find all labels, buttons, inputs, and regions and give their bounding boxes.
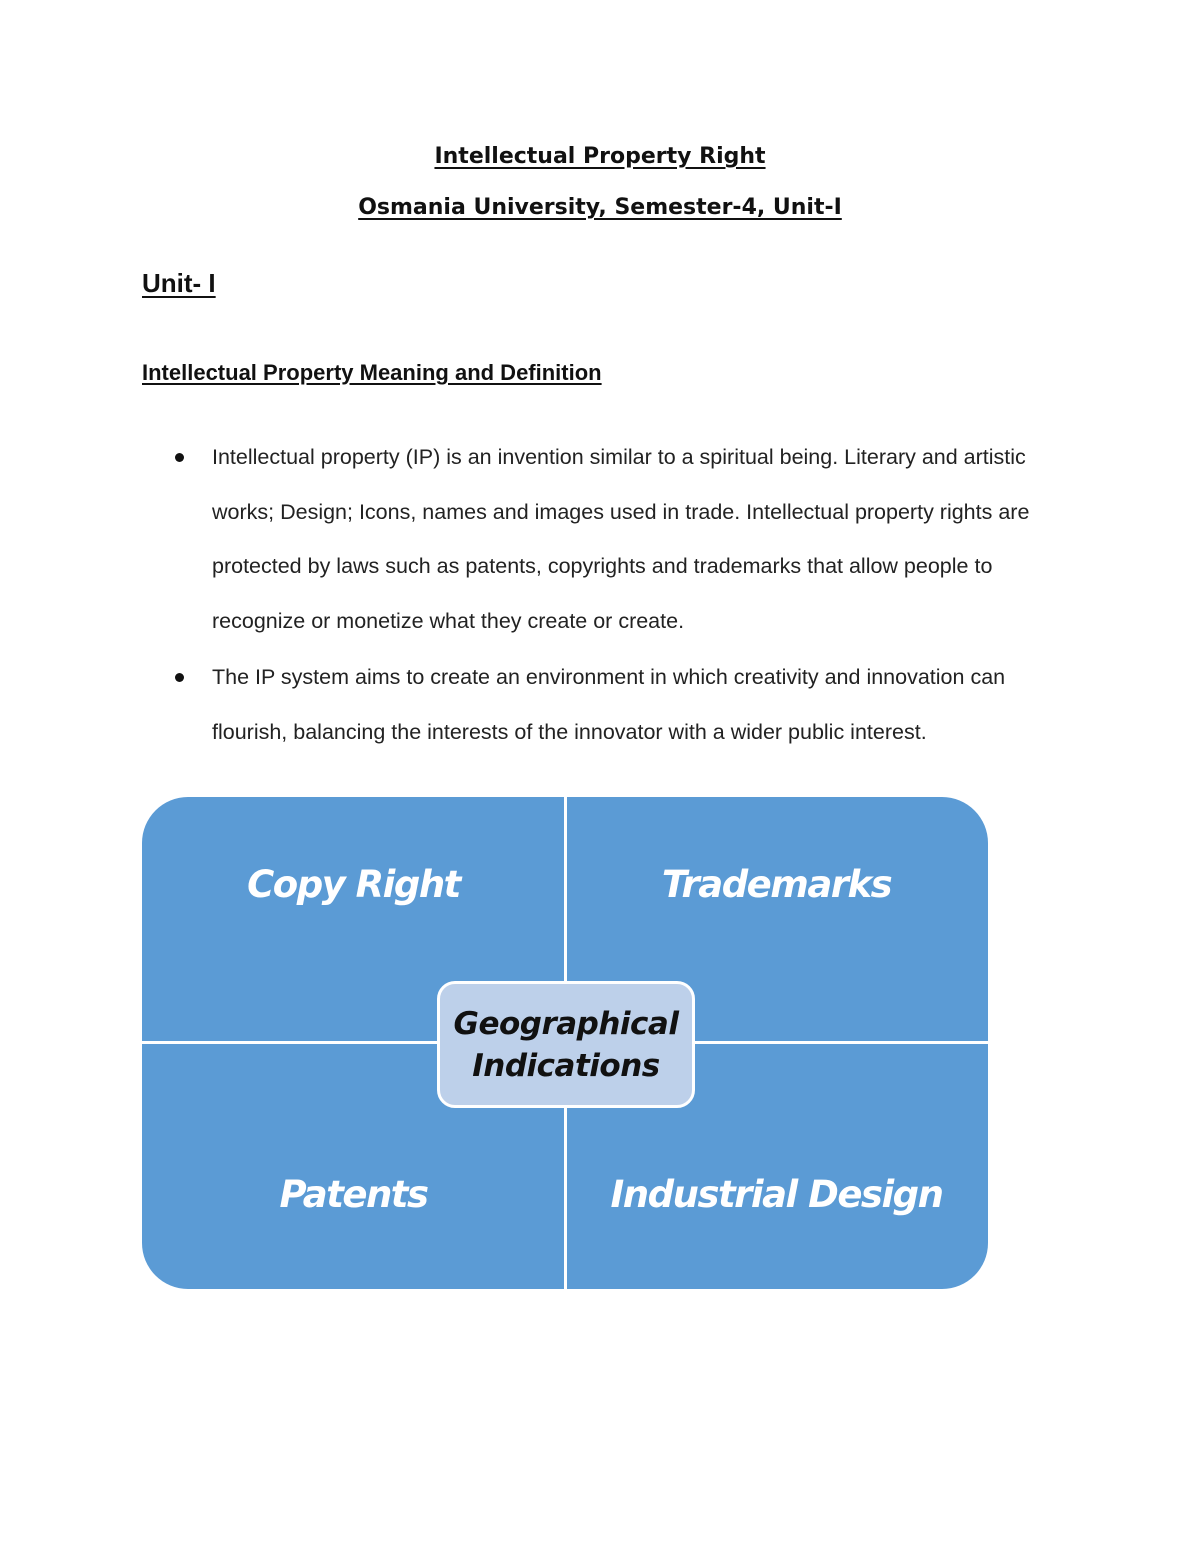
bullet-dot-icon — [175, 673, 184, 682]
quadrant-industrial-design: Industrial Design — [610, 1173, 943, 1216]
center-geographical-indications — [437, 981, 695, 1108]
document-title: Intellectual Property Right — [434, 144, 766, 169]
bullet-text: Intellectual property (IP) is an invention similar to a spiritual being. Literary and artistic works; Design; Icons, names and images used in trade. Intellectual property rights are protected by laws such as patents, copyrights and trademarks that allow people to recognize or monetize what they create or create. — [212, 445, 1030, 633]
quadrant-patents: Patents — [279, 1173, 428, 1216]
center-label-line1: Geographical — [453, 1005, 679, 1042]
list-item — [142, 650, 1062, 759]
section-heading: Intellectual Property Meaning and Definition — [142, 360, 602, 385]
quadrant-copy-right: Copy Right — [247, 863, 460, 906]
bullet-text: The IP system aims to create an environment in which creativity and innovation can flourish, balancing the interests of the innovator with a wider public interest. — [212, 665, 1006, 744]
center-label-line2: Indications — [472, 1047, 660, 1084]
list-item — [142, 430, 1062, 648]
definition-bullet-list — [142, 430, 1062, 761]
quadrant-trademarks: Trademarks — [661, 863, 892, 906]
document-subtitle: Osmania University, Semester-4, Unit-I — [358, 195, 842, 220]
unit-heading: Unit- I — [142, 268, 216, 298]
bullet-dot-icon — [175, 453, 184, 462]
